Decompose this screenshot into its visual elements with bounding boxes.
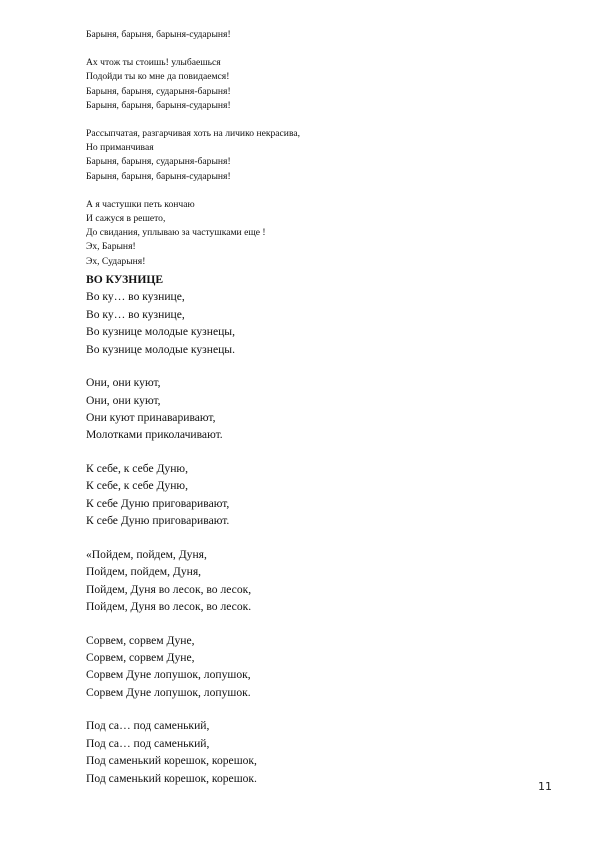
lyric-line: Во ку… во кузнице, xyxy=(86,290,185,304)
lyric-line: Но приманчивая xyxy=(86,142,154,154)
lyric-line: И сажуся в решето, xyxy=(86,213,166,225)
stanza xyxy=(86,28,566,42)
lyric-line: Эх, Барыня! xyxy=(86,241,136,253)
lyric-line: До свидания, уплываю за частушками еще ! xyxy=(86,227,266,239)
lyric-line: Под саменький корешок, корешок. xyxy=(86,771,257,785)
lyric-line: Во кузнице молодые кузнецы, xyxy=(86,325,235,339)
lyric-line: «Пойдем, пойдем, Дуня, xyxy=(86,547,207,561)
song-barynya xyxy=(86,28,566,283)
lyric-line: Эх, Сударыня! xyxy=(86,255,146,267)
lyric-line: К себе, к себе Дуню, xyxy=(86,462,188,476)
lyric-line: Рассыпчатая, разгарчивая хоть на личико некрасива, xyxy=(86,128,300,140)
lyric-line: Барыня, барыня, сударыня-барыня! xyxy=(86,85,231,97)
lyric-line: Они, они куют, xyxy=(86,376,161,390)
lyric-line: Они куют принаваривают, xyxy=(86,411,216,425)
lyric-line: Молотками приколачивают. xyxy=(86,428,223,442)
stanza xyxy=(86,198,566,269)
lyric-line: А я частушки петь кончаю xyxy=(86,198,195,210)
lyric-line: Барыня, барыня, барыня-сударыня! xyxy=(86,99,231,111)
lyric-line: Под са… под саменький, xyxy=(86,719,210,733)
lyric-line: Барыня, барыня, сударыня-барыня! xyxy=(86,156,231,168)
lyric-line: Ах чтож ты стоишь! улыбаешься xyxy=(86,57,221,69)
lyric-line: Пойдем, пойдем, Дуня, xyxy=(86,565,202,579)
stanza xyxy=(86,288,566,358)
lyric-line: Сорвем Дуне лопушок, лопушок, xyxy=(86,668,251,682)
stanza xyxy=(86,56,566,113)
lyric-line: Сорвем, сорвем Дуне, xyxy=(86,651,195,665)
lyric-line: Под саменький корешок, корешок, xyxy=(86,754,257,768)
stanza xyxy=(86,717,566,787)
lyric-line: Во кузнице молодые кузнецы. xyxy=(86,342,235,356)
lyric-line: Во ку… во кузнице, xyxy=(86,307,185,321)
lyric-line: К себе Дуню приговаривают. xyxy=(86,514,230,528)
song-vo-kuznice xyxy=(86,271,566,803)
lyric-line: Сорвем Дуне лопушок, лопушок. xyxy=(86,685,251,699)
lyric-line: К себе Дуню приговаривают, xyxy=(86,496,230,510)
stanza xyxy=(86,546,566,616)
lyric-line: Сорвем, сорвем Дуне, xyxy=(86,633,195,647)
stanza xyxy=(86,127,566,184)
lyric-line: Под са… под саменький, xyxy=(86,736,210,750)
stanza xyxy=(86,460,566,530)
lyric-line: К себе, к себе Дуню, xyxy=(86,479,188,493)
lyric-line: Они, они куют, xyxy=(86,393,161,407)
song-title: ВО КУЗНИЦЕ xyxy=(86,273,164,286)
stanza xyxy=(86,374,566,444)
lyric-line: Подойди ты ко мне да повидаемся! xyxy=(86,71,230,83)
page-number: 11 xyxy=(538,780,552,793)
lyric-line: Пойдем, Дуня во лесок, во лесок, xyxy=(86,582,252,596)
lyric-line: Барыня, барыня, барыня-сударыня! xyxy=(86,29,231,40)
lyric-line: Пойдем, Дуня во лесок, во лесок. xyxy=(86,600,252,614)
stanza xyxy=(86,632,566,702)
lyric-line: Барыня, барыня, барыня-сударыня! xyxy=(86,170,231,182)
